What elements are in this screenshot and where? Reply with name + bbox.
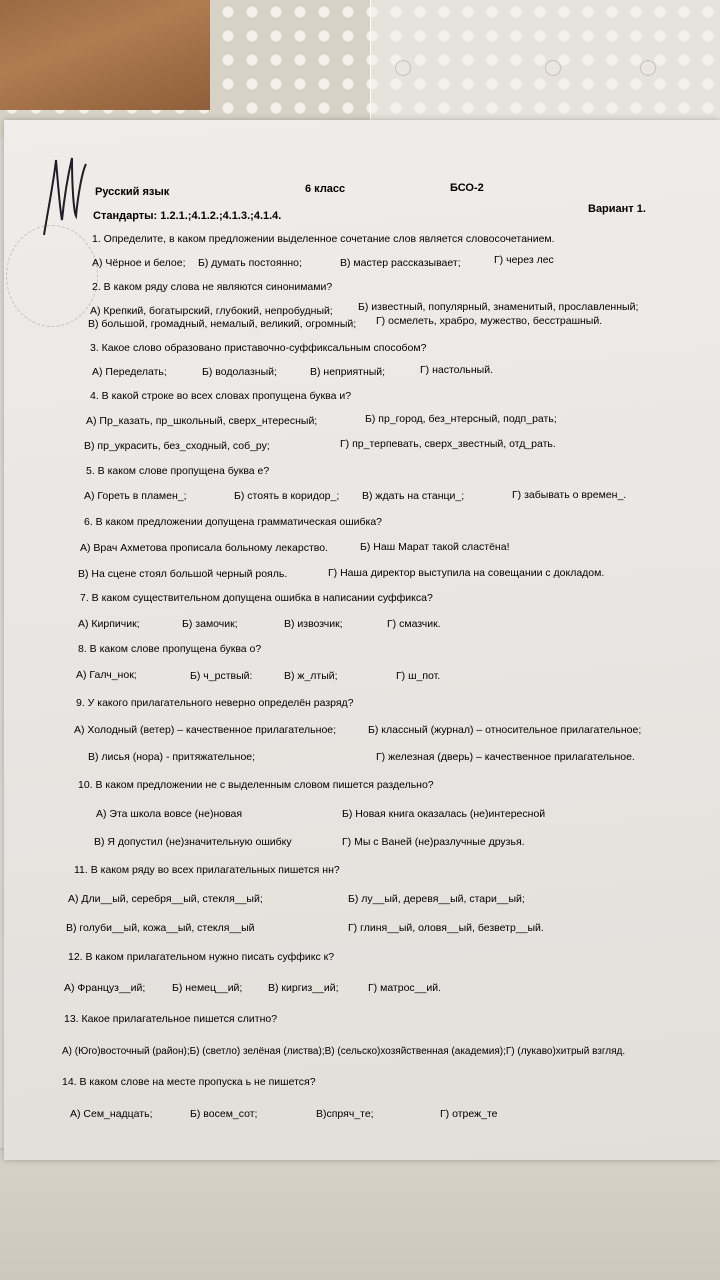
question-8: 8. В каком слове пропущена буква о? [78, 643, 262, 655]
q14-option-b: Б) восем_сот; [190, 1108, 258, 1120]
question-7: 7. В каком существительном допущена ошибка в написании суффикса? [80, 592, 433, 604]
q7-option-b: Б) замочик; [182, 618, 238, 630]
q3-option-d: Г) настольный. [420, 364, 494, 376]
q2-option-a: А) Крепкий, богатырский, глубокий, непробудный; [90, 305, 333, 317]
q9-option-a: А) Холодный (ветер) – качественное прилагательное; [74, 724, 337, 736]
table-surface [0, 1150, 720, 1280]
question-6: 6. В каком предложении допущена грамматическая ошибка? [84, 516, 383, 528]
question-2: 2. В каком ряду слова не являются синонимами? [92, 281, 333, 293]
q6-option-c: В) На сцене стоял большой черный рояль. [78, 568, 288, 580]
q10-option-c: В) Я допустил (не)значительную ошибку [94, 836, 292, 848]
q14-option-c: В)спряч_те; [316, 1108, 374, 1120]
q1-option-a: А) Чёрное и белое; [92, 257, 186, 269]
test-sheet [4, 120, 720, 1160]
q10-option-d: Г) Мы с Ваней (не)разлучные друзья. [342, 836, 525, 848]
q11-option-b: Б) лу__ый, деревя__ый, стари__ый; [348, 893, 525, 905]
variant-label: Вариант 1. [588, 203, 646, 215]
q3-option-a: А) Переделать; [92, 366, 167, 378]
q11-option-a: А) Дли__ый, серебря__ый, стекля__ый; [68, 893, 263, 905]
q2-option-c: В) большой, громадный, немалый, великий, огромный; [88, 318, 357, 330]
wooden-table [0, 0, 210, 110]
question-9: 9. У какого прилагательного неверно определён разряд? [76, 697, 354, 709]
q9-option-d: Г) железная (дверь) – качественное прилагательное. [376, 751, 635, 763]
q8-option-b: Б) ч_рствый: [190, 670, 253, 682]
q12-option-c: В) киргиз__ий; [268, 982, 339, 994]
question-11: 11. В каком ряду во всех прилагательных пишется нн? [74, 864, 340, 876]
q1-option-c: В) мастер рассказывает; [340, 257, 461, 269]
stamp-icon [6, 225, 98, 327]
q6-option-b: Б) Наш Марат такой сластёна! [360, 541, 510, 553]
q4-option-d: Г) пр_терпевать, сверх_звестный, отд_рать. [340, 438, 556, 450]
question-10: 10. В каком предложении не с выделенным словом пишется раздельно? [78, 779, 434, 791]
q11-option-c: В) голуби__ый, кожа__ый, стекля__ый [66, 922, 255, 934]
q6-option-d: Г) Наша директор выступила на совещании с докладом. [328, 567, 605, 579]
q7-option-c: В) извозчик; [284, 618, 343, 630]
q5-option-c: В) ждать на станци_; [362, 490, 465, 502]
subject-label: Русский язык [95, 186, 170, 198]
q8-option-c: В) ж_лтый; [284, 670, 338, 682]
q6-option-a: А) Врач Ахметова прописала больному лекарство. [80, 542, 328, 554]
q9-option-b: Б) классный (журнал) – относительное прилагательное; [368, 724, 642, 736]
q1-option-d: Г) через лес [494, 254, 554, 266]
q10-option-a: А) Эта школа вовсе (не)новая [96, 808, 243, 820]
q8-option-a: А) Галч_нок; [76, 669, 137, 681]
q14-option-a: А) Сем_надцать; [70, 1108, 153, 1120]
q5-option-d: Г) забывать о времен_. [512, 489, 627, 501]
q7-option-a: А) Кирпичик; [78, 618, 140, 630]
q5-option-b: Б) стоять в коридор_; [234, 490, 340, 502]
code-label: БСО-2 [450, 182, 484, 194]
question-1: 1. Определите, в каком предложении выделенное сочетание слов является словосочетанием. [92, 233, 555, 245]
q10-option-b: Б) Новая книга оказалась (не)интересной [342, 808, 546, 820]
grade-label: 6 класс [305, 183, 346, 195]
q12-option-a: А) Француз__ий; [64, 982, 146, 994]
question-13: 13. Какое прилагательное пишется слитно? [64, 1013, 278, 1025]
q5-option-a: А) Гореть в пламен_; [84, 490, 187, 502]
question-14: 14. В каком слове на месте пропуска ь не пишется? [62, 1076, 316, 1088]
q2-option-b: Б) известный, популярный, знаменитый, прославленный; [358, 301, 639, 313]
q4-option-a: А) Пр_казать, пр_школьный, сверх_нтересный; [86, 415, 318, 427]
q13-option-all: А) (Юго)восточный (район);Б) (светло) зелёная (листва);В) (сельско)хозяйственная (академия);Г) (лукаво)хитрый взгляд. [62, 1046, 626, 1057]
q4-option-b: Б) пр_город, без_нтерсный, подп_рать; [365, 413, 557, 425]
standards-label: Стандарты: 1.2.1.;4.1.2.;4.1.3.;4.1.4. [93, 210, 282, 222]
question-4: 4. В какой строке во всех словах пропущена буква и? [90, 390, 352, 402]
q4-option-c: В) пр_украсить, без_сходный, соб_ру; [84, 440, 270, 452]
q8-option-d: Г) ш_пот. [396, 670, 441, 682]
q2-option-d: Г) осмелеть, храбро, мужество, бесстрашный. [376, 315, 603, 327]
q11-option-d: Г) глиня__ый, оловя__ый, безветр__ый. [348, 922, 544, 934]
question-12: 12. В каком прилагательном нужно писать суффикс к? [68, 951, 335, 963]
q12-option-b: Б) немец__ий; [172, 982, 243, 994]
q12-option-d: Г) матрос__ий. [368, 982, 441, 994]
q14-option-d: Г) отреж_те [440, 1108, 498, 1120]
question-3: 3. Какое слово образовано приставочно-суффиксальным способом? [90, 342, 427, 354]
q9-option-c: В) лисья (нора) - притяжательное; [88, 751, 256, 763]
question-5: 5. В каком слове пропущена буква е? [86, 465, 270, 477]
sleeve-holes [395, 60, 695, 80]
q7-option-d: Г) смазчик. [387, 618, 441, 630]
q3-option-b: Б) водолазный; [202, 366, 277, 378]
q3-option-c: В) неприятный; [310, 366, 386, 378]
q1-option-b: Б) думать постоянно; [198, 257, 302, 269]
